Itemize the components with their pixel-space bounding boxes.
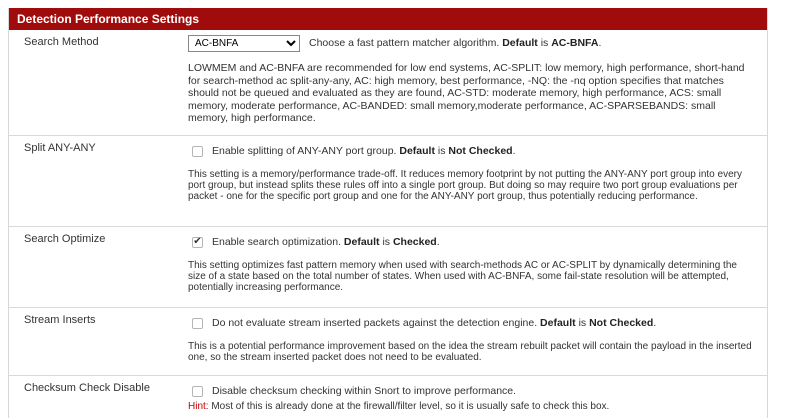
content-search-method: [188, 30, 767, 130]
search-method-line: [188, 34, 757, 52]
split-any-any-default-label: Default: [399, 145, 435, 157]
stream-inserts-line: [188, 314, 757, 332]
search-optimize-checkbox[interactable]: ✔: [193, 236, 202, 247]
row-checksum-check-disable: [9, 376, 767, 416]
stream-inserts-default-is: is: [578, 317, 587, 329]
stream-inserts-help-text: Do not evaluate stream inserted packets against the detection engine.: [212, 317, 538, 329]
search-optimize-default-is: is: [382, 236, 391, 248]
content-split-any-any: [188, 136, 767, 207]
split-any-any-default-is: is: [437, 145, 446, 157]
checksum-check-disable-help-text: Disable checksum checking within Snort to improve performance.: [212, 385, 517, 397]
hint-label: Hint:: [188, 401, 209, 412]
split-any-any-checkbox[interactable]: [192, 146, 203, 157]
split-any-any-default-value: Not Checked: [448, 145, 513, 157]
label-checksum-check-disable: Checksum Check Disable: [24, 382, 150, 394]
label-search-optimize: Search Optimize: [24, 233, 106, 245]
split-any-any-description: This setting is a memory/performance trade-off. It reduces memory footprint by not putting the ANY-ANY port group into every port group, but instead splits these rules off into a single port group. But doing so may require two port group evaluations per packet - one for the specific port group and one for the ANY-ANY port group, thus potentially reducing performance.: [188, 169, 742, 202]
search-method-help: Choose a fast pattern matcher algorithm. Default is AC-BNFA.: [309, 37, 602, 49]
stream-inserts-help: Do not evaluate stream inserted packets against the detection engine. Default is Not Checked.: [212, 317, 657, 329]
search-optimize-help-text: Enable search optimization.: [212, 236, 341, 248]
label-search-method: Search Method: [24, 36, 99, 48]
panel-title: Detection Performance Settings: [9, 8, 767, 30]
label-stream-inserts: Stream Inserts: [24, 314, 96, 326]
stream-inserts-description: This is a potential performance improvement based on the idea the stream rebuilt packet will contain the payload in the inserted one, so the stream inserted packet does not need to be evaluated.: [188, 341, 752, 363]
row-stream-inserts: [9, 308, 767, 376]
search-method-default-value: AC-BNFA: [551, 37, 599, 49]
row-search-optimize: [9, 227, 767, 308]
search-method-help-text: Choose a fast pattern matcher algorithm.: [309, 37, 500, 49]
search-optimize-default-label: Default: [343, 236, 380, 248]
stream-inserts-default-value: Not Checked: [589, 317, 654, 329]
label-split-any-any: Split ANY-ANY: [24, 142, 96, 154]
checksum-hint: [188, 401, 757, 412]
content-stream-inserts: [188, 308, 767, 368]
content-search-optimize: [188, 227, 767, 298]
row-split-any-any: [9, 136, 767, 227]
search-method-select[interactable]: [188, 35, 300, 52]
checksum-check-disable-line: [188, 382, 757, 400]
hint-text: Most of this is already done at the firewall/filter level, so it is usually safe to check this box.: [211, 401, 610, 412]
search-optimize-default-value: Checked: [392, 236, 437, 248]
row-search-method: [9, 30, 767, 136]
search-optimize-line: [188, 233, 757, 251]
checksum-check-disable-checkbox[interactable]: [192, 386, 203, 397]
search-optimize-description: This setting optimizes fast pattern memory when used with search-methods AC or AC-SPLIT by dynamically determining the size of a state based on the total number of states. When used with AC-BNFA, some fail-state resolution will be attempted, potentially increasing performance.: [188, 260, 737, 293]
split-any-any-line: [188, 142, 757, 160]
search-method-default-label: Default: [502, 37, 538, 49]
search-method-description: LOWMEM and AC-BNFA are recommended for low end systems, AC-SPLIT: low memory, high performance, short-hand for search-method ac split-any-any, AC: high memory, best performance, -NQ: the -nq option specifies that matches should not be queued and evaluated as they are found, AC-STD: moderate memory, high performance, ACS: small memory, moderate performance, AC-BANDED: small memory,moderate performance, AC-SPARSEBANDS: small memory, high performance.: [188, 62, 745, 124]
search-optimize-help: Enable search optimization. Default is Checked.: [212, 236, 440, 248]
split-any-any-help-text: Enable splitting of ANY-ANY port group.: [212, 145, 397, 157]
content-checksum-check-disable: [188, 376, 767, 412]
stream-inserts-default-label: Default: [540, 317, 576, 329]
split-any-any-help: Enable splitting of ANY-ANY port group. Default is Not Checked.: [212, 145, 516, 157]
search-method-default-is: is: [540, 37, 549, 49]
stream-inserts-checkbox[interactable]: [192, 318, 203, 329]
detection-performance-panel: [8, 8, 768, 418]
